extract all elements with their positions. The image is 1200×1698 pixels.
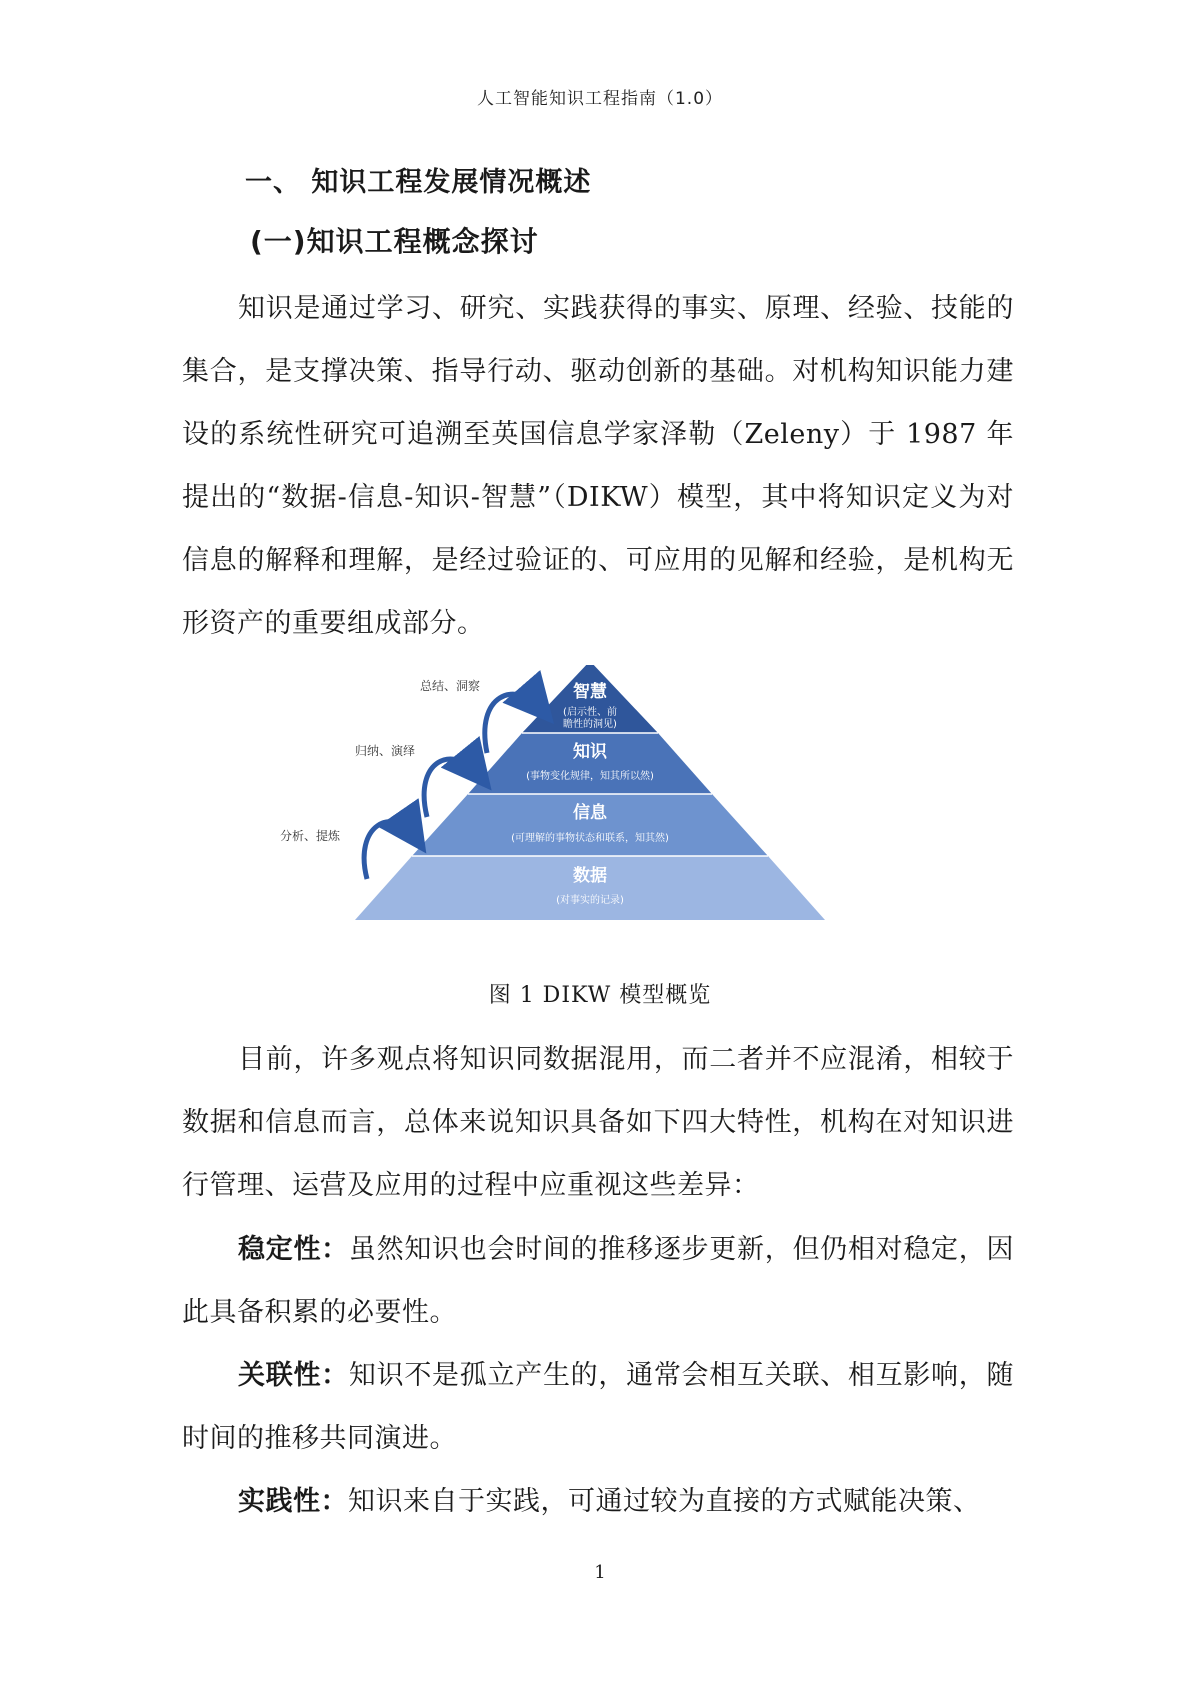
information-title: 信息	[573, 803, 607, 823]
transition-label-induction: 归纳、演绎	[355, 744, 416, 758]
paragraph-relevance	[182, 1344, 1014, 1470]
relevance-lead: 关联性：	[238, 1360, 349, 1391]
wisdom-title: 智慧	[573, 682, 607, 702]
data-desc: (对事实的记录)	[556, 895, 624, 906]
wisdom-desc-line2: 瞻性的洞见)	[563, 719, 617, 730]
relevance-body: 知识不是孤立产生的，通常会相互关联、相互影响，随时间的推移共同演进。	[182, 1360, 1015, 1454]
stability-lead: 稳定性：	[238, 1234, 349, 1265]
knowledge-title: 知识	[573, 742, 607, 762]
page-number: 1	[594, 1562, 606, 1583]
subsection-heading: (一)知识工程概念探讨	[250, 225, 539, 258]
paragraph-stability	[182, 1218, 1014, 1344]
knowledge-desc: (事物变化规律，知其所以然)	[526, 771, 654, 782]
wisdom-desc-line1: (启示性、前	[563, 707, 617, 718]
paragraph-practicality	[182, 1470, 1014, 1533]
dikw-pyramid-diagram	[275, 665, 925, 955]
practicality-body: 知识来自于实践，可通过较为直接的方式赋能决策、	[348, 1486, 981, 1517]
dikw-figure	[275, 665, 925, 955]
transition-label-summary: 总结、洞察	[420, 679, 481, 693]
transition-label-analysis: 分析、提炼	[280, 829, 341, 843]
section-heading: 一、 知识工程发展情况概述	[245, 167, 592, 198]
stability-body: 虽然知识也会时间的推移逐步更新，但仍相对稳定，因此具备积累的必要性。	[182, 1234, 1015, 1328]
running-header: 人工智能知识工程指南（1.0）	[476, 89, 724, 109]
data-title: 数据	[573, 866, 607, 886]
figure-caption: 图 1 DIKW 模型概览	[488, 983, 712, 1008]
paragraph-characteristics-intro: 目前，许多观点将知识同数据混用，而二者并不应混淆，相较于数据和信息而言，总体来说知识具备如下四大特性，机构在对知识进行管理、运营及应用的过程中应重视这些差异：	[182, 1044, 1014, 1201]
practicality-lead: 实践性：	[238, 1486, 348, 1517]
paragraph-dikw-intro: 知识是通过学习、研究、实践获得的事实、原理、经验、技能的集合，是支撑决策、指导行动、驱动创新的基础。对机构知识能力建设的系统性研究可追溯至英国信息学家泽勒（Zeleny）于 1987 年提出的“数据-信息-知识-智慧”（DIKW）模型，其中将知识定义为对信息的解释和理解，是经过验证的、可应用的见解和经验，是机构无形资产的重要组成部分。	[182, 293, 1014, 639]
information-desc: (可理解的事物状态和联系，知其然)	[511, 833, 669, 844]
